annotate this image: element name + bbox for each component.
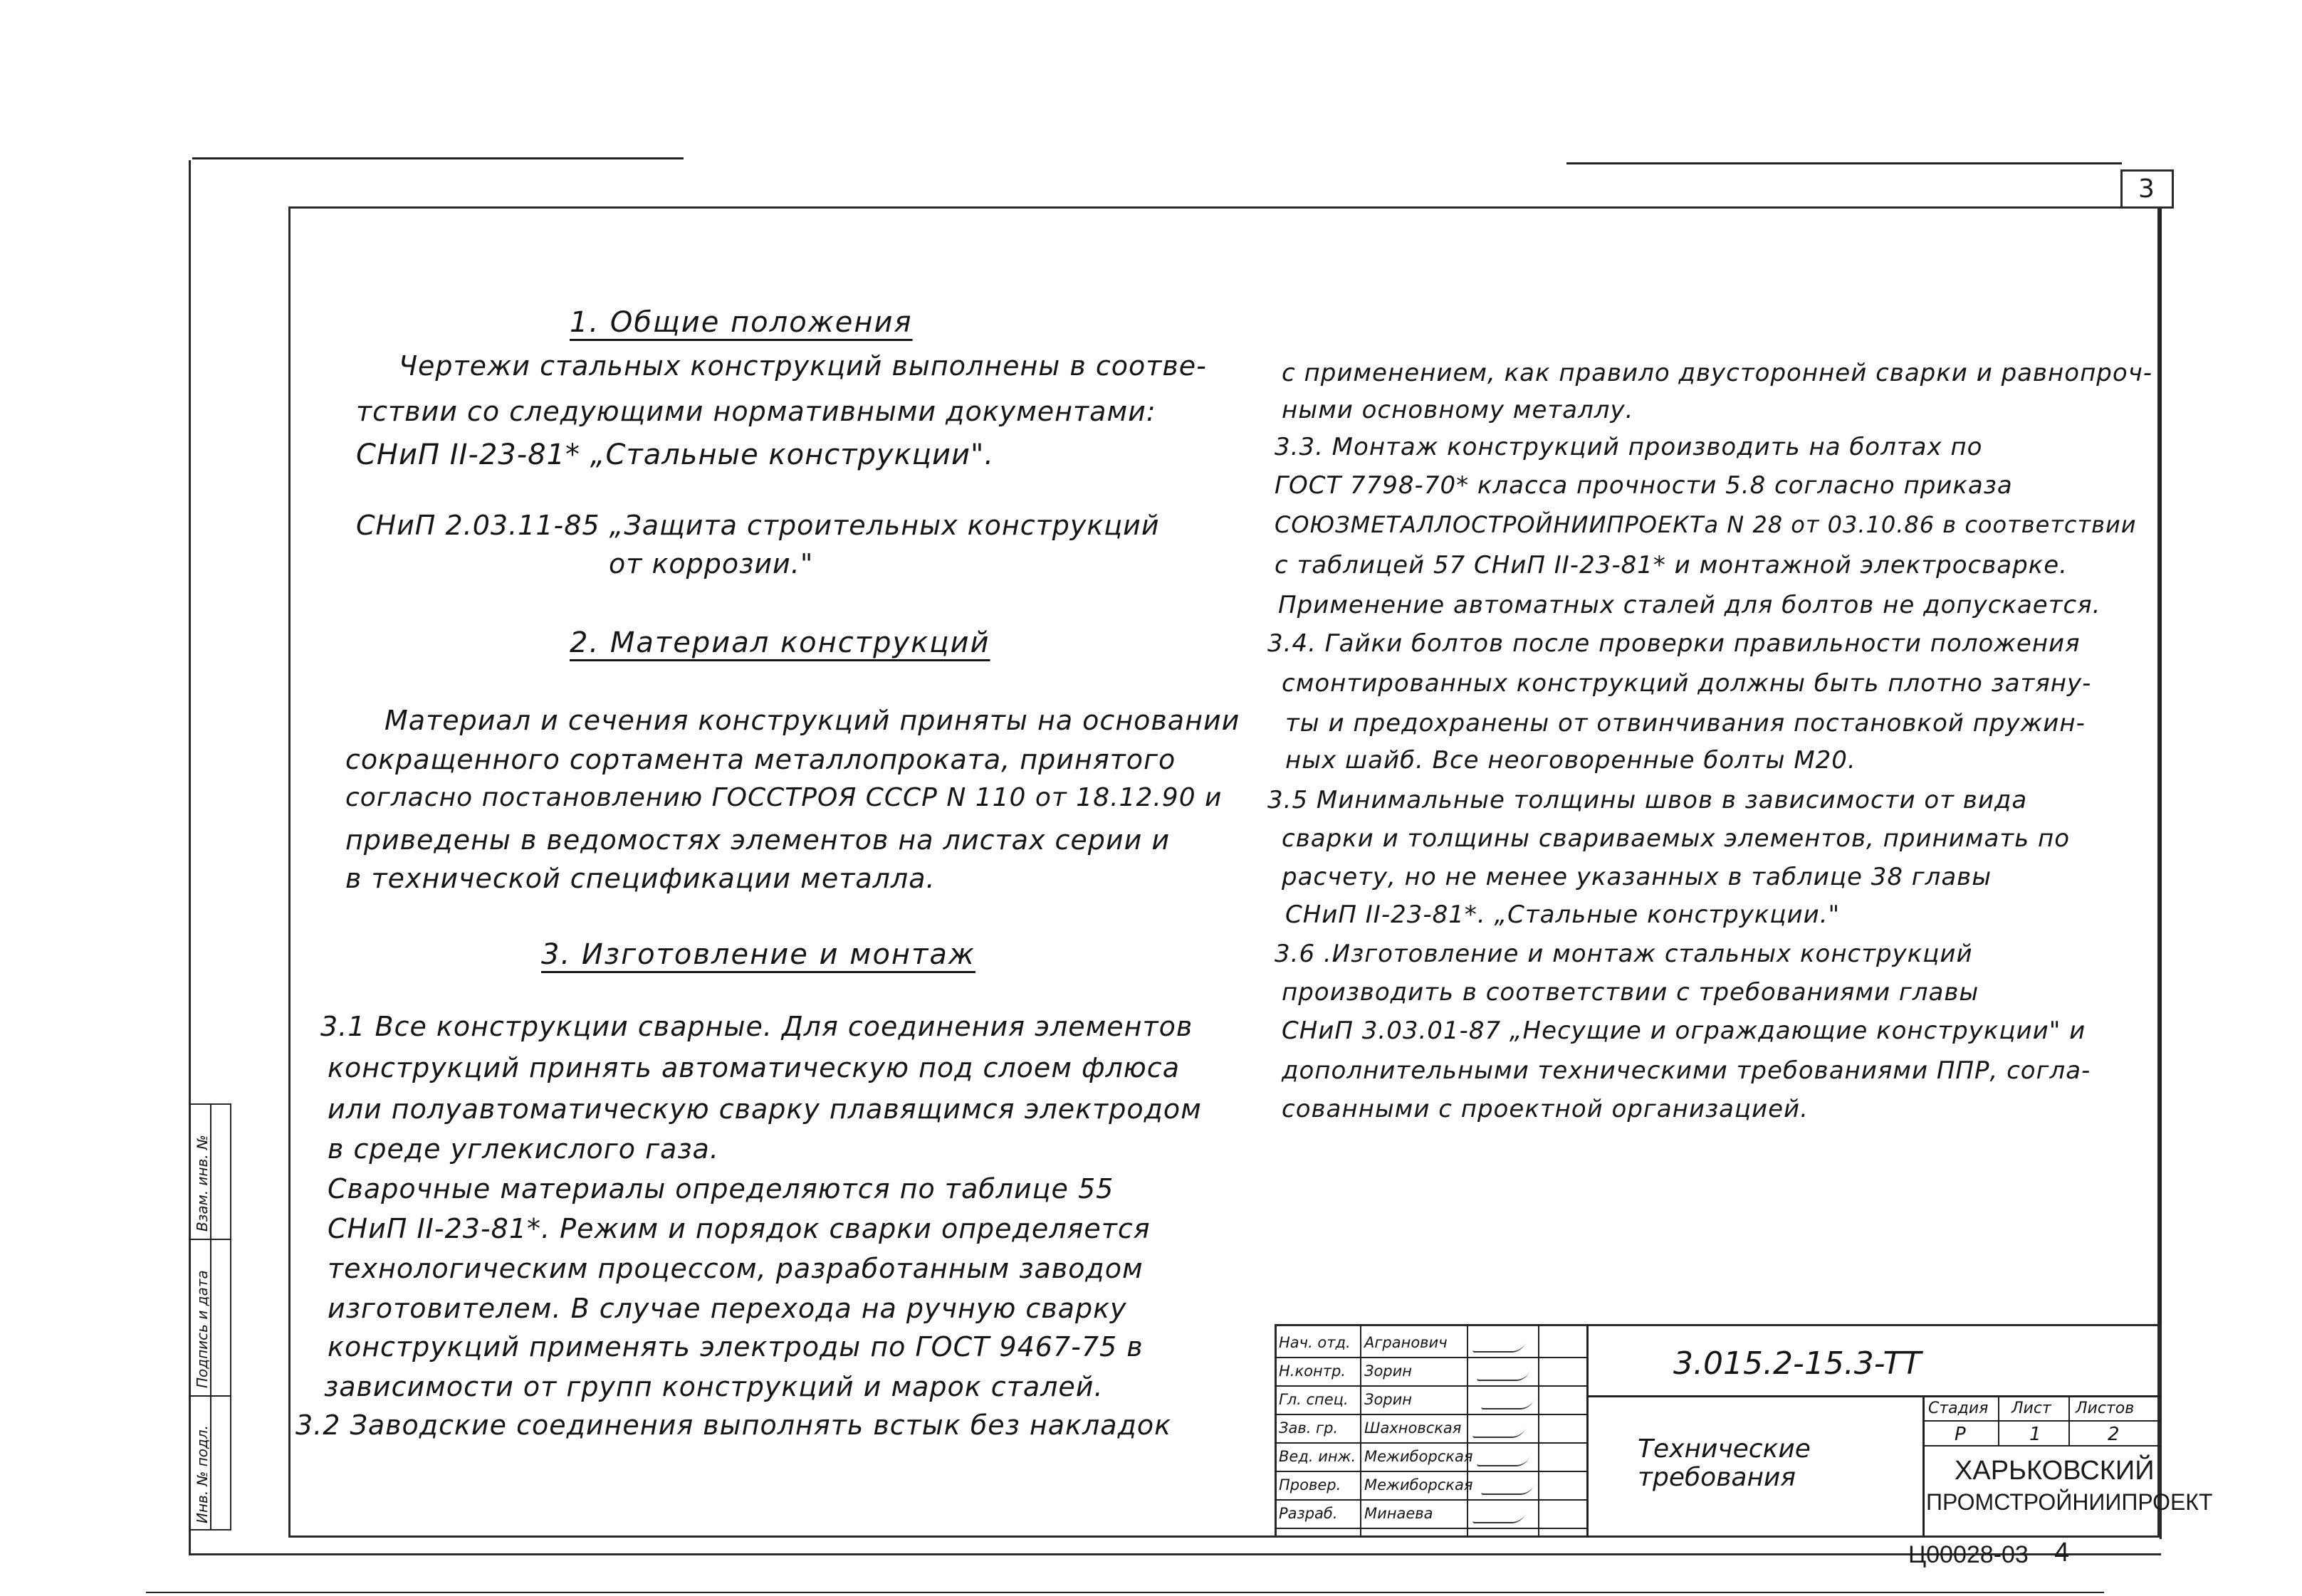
signature-role: Нач. отд.	[1279, 1334, 1351, 1351]
signature-col-2	[1467, 1324, 1468, 1538]
right-line-15: СНиП II-23-81*. „Стальные конструкции."	[1285, 901, 1841, 929]
section2-line-2: сокращенного сортамента металлопроката, принятого	[345, 744, 1176, 775]
stage-header: Стадия	[1928, 1400, 1989, 1417]
sheets-value: 2	[2108, 1424, 2120, 1445]
section3-line-11: 3.2 Заводские соединения выполнять встык без накладок	[295, 1409, 1172, 1441]
right-line-20: сованными с проектной организацией.	[1282, 1095, 1809, 1123]
right-line-3: 3.3. Монтаж конструкций производить на болтах по	[1275, 433, 1983, 461]
section2-heading: 2. Материал конструкций	[570, 626, 990, 659]
signature-row-line	[1275, 1442, 1586, 1444]
document-title-line2: требования	[1638, 1463, 1796, 1492]
sheet-header: Лист	[2011, 1400, 2051, 1417]
title-block-divider-code	[1586, 1395, 2161, 1397]
signature-role: Разраб.	[1279, 1505, 1338, 1522]
section3-line-4: в среде углекислого газа.	[328, 1133, 719, 1165]
organization-name-line1: ХАРЬКОВСКИЙ	[1955, 1456, 2155, 1486]
section3-line-9: конструкций применять электроды по ГОСТ 9467-75 в	[328, 1331, 1144, 1363]
section1-line-1: Чертежи стальных конструкций выполнены в соотве-	[399, 350, 1207, 382]
right-line-9: смонтированных конструкций должны быть плотно затяну-	[1282, 669, 2092, 698]
right-line-7: Применение автоматных сталей для болтов не допускается.	[1278, 591, 2101, 619]
right-line-18: СНиП 3.03.01-87 „Несущие и ограждающие конструкции" и	[1282, 1017, 2086, 1045]
sheet-number: 3	[2138, 174, 2155, 204]
signature-role: Гл. спец.	[1279, 1391, 1349, 1408]
section3-line-5: Сварочные материалы определяются по таблице 55	[328, 1173, 1114, 1204]
organization-name-line2: ПРОМСТРОЙНИИПРОЕКТ	[1926, 1489, 2213, 1515]
signature-mark	[1472, 1428, 1525, 1438]
top-edge-line-left	[192, 157, 684, 159]
signature-mark	[1480, 1485, 1534, 1495]
section1-heading: 1. Общие положения	[570, 306, 913, 339]
stage-col-line-1	[1998, 1395, 1999, 1445]
right-line-16: 3.6 .Изготовление и монтаж стальных конструкций	[1275, 940, 1973, 968]
right-line-13: сварки и толщины свариваемых элементов, принимать по	[1282, 824, 2071, 853]
signature-row-line	[1275, 1499, 1586, 1501]
signature-role: Вед. инж.	[1279, 1448, 1356, 1465]
sheet-number-box	[2120, 169, 2174, 209]
stage-row-line-1	[1922, 1420, 2161, 1422]
signature-row-line	[1275, 1357, 1586, 1358]
section3-line-10: зависимости от групп конструкций и марок сталей.	[324, 1371, 1104, 1402]
sheet-value: 1	[2029, 1424, 2041, 1445]
signature-name: Межиборская	[1364, 1448, 1473, 1465]
section3-line-6: СНиП II-23-81*. Режим и порядок сварки определяется	[328, 1213, 1151, 1244]
section3-line-8: изготовителем. В случае перехода на ручную сварку	[328, 1293, 1127, 1324]
signature-role: Н.контр.	[1279, 1363, 1346, 1380]
signature-mark	[1476, 1456, 1529, 1466]
section2-line-3: согласно постановлению ГОССТРОЯ СССР N 110 от 18.12.90 и	[345, 783, 1223, 812]
signature-row-line	[1275, 1385, 1586, 1387]
right-line-14: расчету, но не менее указанных в таблице 38 главы	[1282, 863, 1992, 891]
right-line-1: с применением, как правило двусторонней сварки и равнопроч-	[1282, 359, 2153, 387]
right-line-5: СОЮЗМЕТАЛЛОСТРОЙНИИПРОЕКТа N 28 от 03.10.86 в соответствии	[1275, 511, 2137, 538]
signature-mark	[1472, 1343, 1525, 1353]
signature-col-1	[1360, 1324, 1361, 1538]
section3-line-7: технологическим процессом, разработанным заводом	[328, 1253, 1144, 1284]
signature-name: Зорин	[1364, 1391, 1413, 1408]
sheets-header: Листов	[2076, 1400, 2135, 1417]
section1-line-2: тствии со следующими нормативными документами:	[356, 396, 1156, 427]
right-line-12: 3.5 Минимальные толщины швов в зависимости от вида	[1267, 786, 2028, 814]
stage-row-line-2	[1922, 1445, 2161, 1447]
right-line-2: ными основному металлу.	[1282, 396, 1634, 424]
document-code: 3.015.2-15.3-TT	[1673, 1345, 1922, 1382]
right-line-8: 3.4. Гайки болтов после проверки правильности положения	[1267, 629, 2081, 658]
right-line-10: ты и предохранены от отвинчивания постановкой пружин-	[1285, 709, 2086, 737]
footer-page: 4	[2054, 1538, 2070, 1568]
section3-line-2: конструкций принять автоматическую под слоем флюса	[328, 1052, 1180, 1083]
right-line-11: ных шайб. Все неоговоренные болты М20.	[1285, 746, 1856, 775]
title-block-divider-right	[1922, 1395, 1925, 1538]
signature-row-line	[1275, 1414, 1586, 1415]
section1-line-5: от коррозии."	[609, 548, 814, 579]
stage-value: Р	[1955, 1424, 1966, 1445]
bottom-border-line	[146, 1592, 2104, 1593]
side-stamp-sign: Подпись и дата	[194, 1270, 211, 1388]
title-block-divider-main	[1586, 1324, 1589, 1538]
right-line-17: производить в соответствии с требованиями главы	[1282, 978, 1979, 1007]
right-line-4: ГОСТ 7798-70* класса прочности 5.8 согласно приказа	[1275, 471, 2013, 500]
side-stamp-inv: Инв. № подл.	[194, 1425, 211, 1523]
signature-role: Провер.	[1279, 1476, 1341, 1493]
section3-line-1: 3.1 Все конструкции сварные. Для соединения элементов	[320, 1011, 1193, 1042]
signature-mark	[1480, 1400, 1534, 1409]
side-stamp-replace: Взам. инв. №	[194, 1135, 211, 1232]
signature-mark	[1472, 1513, 1525, 1523]
signature-name: Межиборская	[1364, 1476, 1473, 1493]
section3-heading: 3. Изготовление и монтаж	[541, 938, 975, 971]
right-line-6: с таблицей 57 СНиП II-23-81* и монтажной электросварке.	[1275, 551, 2068, 579]
signature-name: Зорин	[1364, 1363, 1413, 1380]
signature-mark	[1476, 1371, 1529, 1381]
signature-col-3	[1538, 1324, 1539, 1538]
stage-col-line-2	[2068, 1395, 2070, 1445]
right-line-19: дополнительными техническими требованиями ППР, согла-	[1282, 1056, 2091, 1085]
signature-role: Зав. гр.	[1279, 1419, 1339, 1437]
section2-line-4: приведены в ведомостях элементов на листах серии и	[345, 824, 1171, 856]
signature-name: Шахновская	[1364, 1419, 1462, 1437]
section3-line-3: или полуавтоматическую сварку плавящимся электродом	[328, 1093, 1202, 1125]
document-title-line1: Технические	[1638, 1434, 1811, 1464]
section2-line-5: в технической спецификации металла.	[345, 863, 936, 894]
section2-line-1: Материал и сечения конструкций приняты на основании	[384, 705, 1240, 736]
section1-line-3: СНиП II-23-81* „Стальные конструкции".	[356, 439, 995, 471]
section1-line-4: СНиП 2.03.11-85 „Защита строительных конструкций	[356, 510, 1160, 541]
footer-code: Ц00028-03	[1908, 1541, 2029, 1568]
signature-name: Агранович	[1364, 1334, 1448, 1351]
signature-name: Минаева	[1364, 1505, 1433, 1522]
signature-row-line	[1275, 1471, 1586, 1472]
signature-row-line	[1275, 1528, 1586, 1529]
